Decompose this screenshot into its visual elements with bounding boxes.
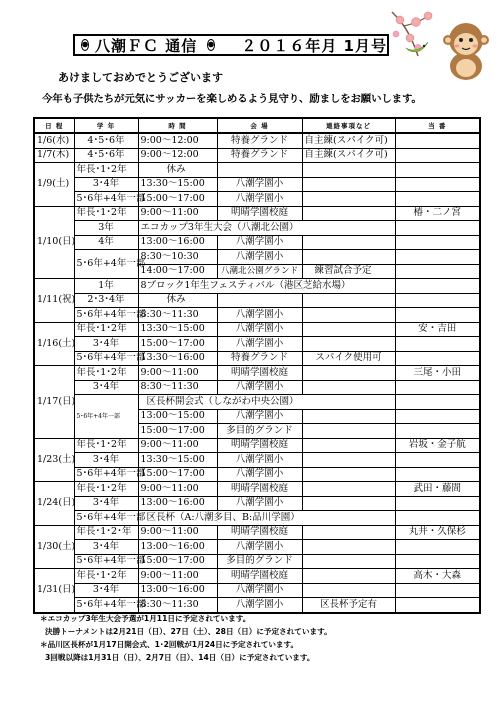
grade-cell: 年長･1･2年 xyxy=(74,322,138,337)
note-cell xyxy=(302,337,395,352)
venue-cell: 特養グランド xyxy=(217,351,302,366)
footnote-3: ＊品川区長杯が1月17日開会式、1･2回戦が1月24日に予定されています。 xyxy=(40,640,299,649)
venue-cell: 八潮学園小 xyxy=(217,453,302,468)
date-cell: 1/24(日) xyxy=(34,482,74,526)
venue-cell: 八潮学園小 xyxy=(217,409,302,424)
time-cell: 13:00～15:00 xyxy=(138,409,217,424)
table-row xyxy=(34,395,480,410)
venue-cell: 八潮学園小 xyxy=(217,540,302,555)
note-cell xyxy=(302,569,395,584)
date-cell: 1/7(木) xyxy=(34,148,74,163)
duty-cell xyxy=(395,250,480,265)
time-cell: 13:00～16:00 xyxy=(138,540,217,555)
soccer-ball-icon xyxy=(81,39,89,51)
duty-cell xyxy=(395,409,480,424)
duty-cell xyxy=(395,293,480,308)
footnote-4: 3回戦以降は1月31日（日）、2月7日（日）、14日（日）に予定されています。 xyxy=(45,653,315,662)
note-cell: 練習試合予定 xyxy=(302,264,395,279)
note-cell xyxy=(302,163,395,178)
table-row xyxy=(34,206,480,221)
duty-cell xyxy=(395,192,480,207)
note-cell xyxy=(302,177,395,192)
duty-cell xyxy=(395,177,480,192)
venue-cell: 八潮学園小 xyxy=(217,192,302,207)
date-cell: 1/6(水) xyxy=(34,133,74,148)
duty-cell: 岩坂・金子航 xyxy=(395,438,480,453)
time-cell: 13:00～16:00 xyxy=(138,583,217,598)
footnote-1: ＊エコカップ3年生大会予選が1月11日に予定されています。 xyxy=(40,614,251,623)
note-cell xyxy=(302,192,395,207)
note-cell xyxy=(302,554,395,569)
time-cell: 9:00～11:00 xyxy=(138,438,217,453)
venue-cell: 明晴学園校庭 xyxy=(217,482,302,497)
time-cell: 9:00～11:00 xyxy=(138,525,217,540)
table-row xyxy=(34,250,480,265)
table-row xyxy=(34,221,480,236)
grade-cell: 5･6年+4年一部 xyxy=(74,598,138,613)
issue-title: ２０１６年月 1月号 xyxy=(241,36,387,55)
monkey-illustration-icon xyxy=(438,16,494,82)
time-cell: 休み xyxy=(138,293,217,308)
grade-cell: 5･6年+4年一部 xyxy=(74,351,138,366)
note-cell xyxy=(302,206,395,221)
duty-cell xyxy=(395,221,480,236)
venue-cell: 八潮学園小 xyxy=(217,598,302,613)
duty-cell xyxy=(395,308,480,323)
venue-cell: 八潮学園小 xyxy=(217,337,302,352)
venue-cell: 八潮学園小 xyxy=(217,235,302,250)
note-cell xyxy=(302,424,395,439)
grade-cell: 3･4年 xyxy=(74,337,138,352)
grade-cell: 3･4年 xyxy=(74,540,138,555)
table-row xyxy=(34,438,480,453)
note-cell xyxy=(302,525,395,540)
time-cell: 15:00～17:00 xyxy=(138,337,217,352)
table-row xyxy=(34,337,480,352)
time-cell: 9:00～11:00 xyxy=(138,569,217,584)
time-cell: 13:00～16:00 xyxy=(138,235,217,250)
table-row xyxy=(34,366,480,381)
note-cell xyxy=(302,438,395,453)
note-cell xyxy=(302,583,395,598)
plum-blossom-icon xyxy=(388,8,438,60)
date-cell: 1/31(日) xyxy=(34,569,74,613)
duty-cell: 椿・二ノ宮 xyxy=(395,206,480,221)
duty-cell xyxy=(395,133,480,148)
time-cell: 8:30～10:30 xyxy=(138,250,217,265)
duty-cell xyxy=(395,540,480,555)
grade-cell: 5･6年+4年一部 xyxy=(74,467,138,482)
grade-cell: 5･6年+4年一部 xyxy=(74,192,138,207)
duty-cell xyxy=(395,598,480,613)
venue-cell: 明晴学園校庭 xyxy=(217,366,302,381)
note-cell xyxy=(302,235,395,250)
time-cell: 15:00～17:00 xyxy=(138,192,217,207)
newsletter-title-bar xyxy=(73,34,389,56)
date-cell: 1/9(土) xyxy=(34,163,74,207)
duty-cell xyxy=(395,467,480,482)
note-cell xyxy=(302,308,395,323)
duty-cell xyxy=(395,583,480,598)
grade-cell: 3･4年 xyxy=(74,583,138,598)
time-cell: 9:00～12:00 xyxy=(138,133,217,148)
time-cell: 8:30～11:30 xyxy=(138,598,217,613)
event-span-cell: 区長杯開会式（しながわ中央公園） xyxy=(138,395,395,410)
date-cell: 1/16(土) xyxy=(34,322,74,366)
note-cell xyxy=(302,250,395,265)
date-cell: 1/23(土) xyxy=(34,438,74,482)
note-cell xyxy=(302,293,395,308)
soccer-ball-icon xyxy=(207,39,215,51)
duty-cell: 安・吉田 xyxy=(395,322,480,337)
table-row xyxy=(34,525,480,540)
duty-cell: 高木・大森 xyxy=(395,569,480,584)
date-cell: 1/11(祝) xyxy=(34,279,74,323)
note-cell xyxy=(302,409,395,424)
time-cell: 15:00～17:00 xyxy=(138,467,217,482)
grade-cell: 1年 xyxy=(74,279,138,294)
duty-cell: 武田・藤間 xyxy=(395,482,480,497)
grade-cell: 年長･1･2年 xyxy=(74,206,138,221)
grade-cell: 5･6年+4年一部 xyxy=(74,250,138,279)
venue-cell: 明晴学園校庭 xyxy=(217,206,302,221)
table-row xyxy=(34,279,480,294)
time-cell: 9:00～11:00 xyxy=(138,366,217,381)
venue-cell: 特養グランド xyxy=(217,148,302,163)
grade-cell: 3･4年 xyxy=(74,496,138,511)
date-cell: 1/30(土) xyxy=(34,525,74,569)
venue-cell: 多目的グランド xyxy=(217,554,302,569)
event-span-cell: 8ブロック1年生フェスティバル（港区芝給水場） xyxy=(138,279,395,294)
note-cell xyxy=(302,467,395,482)
table-row xyxy=(34,163,480,178)
table-row xyxy=(34,133,480,148)
time-cell: 休み xyxy=(138,163,217,178)
time-cell: 13:30～15:00 xyxy=(138,177,217,192)
venue-cell: 明晴学園校庭 xyxy=(217,525,302,540)
grade-cell: 3･4年 xyxy=(74,380,138,395)
table-row xyxy=(34,554,480,569)
venue-cell: 八潮学園小 xyxy=(217,177,302,192)
note-cell xyxy=(302,380,395,395)
club-title: 八潮ＦＣ 通信 xyxy=(95,36,198,55)
grade-cell: 4･5･6年 xyxy=(74,148,138,163)
table-row xyxy=(34,351,480,366)
duty-cell xyxy=(395,337,480,352)
table-row xyxy=(34,583,480,598)
time-cell: 8:30～11:30 xyxy=(138,308,217,323)
table-row xyxy=(34,496,480,511)
grade-cell: 4年 xyxy=(74,235,138,250)
duty-cell xyxy=(395,496,480,511)
table-row xyxy=(34,598,480,613)
table-row xyxy=(34,453,480,468)
header-grade: 学 年 xyxy=(74,118,138,133)
time-cell: 13:30～15:00 xyxy=(138,453,217,468)
note-cell: 自主練(スパイク可) xyxy=(302,133,395,148)
table-row xyxy=(34,540,480,555)
duty-cell xyxy=(395,163,480,178)
table-header-row xyxy=(34,118,480,133)
venue-cell: 特養グランド xyxy=(217,133,302,148)
schedule-table xyxy=(33,117,481,614)
duty-cell xyxy=(395,279,480,294)
grade-cell xyxy=(74,395,138,439)
date-cell: 1/10(日) xyxy=(34,206,74,279)
header-note: 連絡事項など xyxy=(302,118,395,133)
time-cell: 13:30～15:00 xyxy=(138,322,217,337)
header-date: 日 程 xyxy=(34,118,74,133)
table-row xyxy=(34,177,480,192)
note-cell xyxy=(302,453,395,468)
time-cell: 15:00～17:00 xyxy=(138,424,217,439)
note-cell xyxy=(302,482,395,497)
note-cell: スパイク使用可 xyxy=(302,351,395,366)
venue-cell: 明晴学園校庭 xyxy=(217,569,302,584)
time-cell: 9:00～11:00 xyxy=(138,206,217,221)
header-duty: 当 番 xyxy=(395,118,480,133)
header-time: 時 間 xyxy=(138,118,217,133)
venue-cell: 八潮学園小 xyxy=(217,496,302,511)
grade-cell: 年長･1･2年 xyxy=(74,366,138,381)
grade-cell: 年長･1･2年 xyxy=(74,569,138,584)
duty-cell xyxy=(395,453,480,468)
greeting-line-1: あけましておめでとうございます xyxy=(58,71,223,84)
table-row xyxy=(34,308,480,323)
duty-cell xyxy=(395,380,480,395)
table-row xyxy=(34,511,480,526)
grade-cell: 5･6年+4年一部 xyxy=(74,511,138,526)
time-cell: 8:30～11:30 xyxy=(138,380,217,395)
note-cell: 区長杯予定有 xyxy=(302,598,395,613)
time-cell: 9:00～12:00 xyxy=(138,148,217,163)
venue-cell xyxy=(217,293,302,308)
grade-cell: 5･6年+4年一部 xyxy=(74,308,138,323)
grade-cell: 3･4年 xyxy=(74,453,138,468)
duty-cell xyxy=(395,511,480,526)
table-row xyxy=(34,482,480,497)
note-cell xyxy=(302,540,395,555)
grade-cell: 5･6年+4年一部 xyxy=(74,554,138,569)
table-row xyxy=(34,380,480,395)
duty-cell xyxy=(395,148,480,163)
venue-cell: 多目的グランド xyxy=(217,424,302,439)
time-cell: 9:00～11:00 xyxy=(138,482,217,497)
grade-cell: 年長･1･2年 xyxy=(74,438,138,453)
duty-cell: 丸井・久保杉 xyxy=(395,525,480,540)
venue-cell: 八潮学園小 xyxy=(217,250,302,265)
time-cell: 15:00～17:00 xyxy=(138,554,217,569)
table-row xyxy=(34,192,480,207)
event-span-cell: 区長杯（A:八潮多目、B:品川学園） xyxy=(138,511,395,526)
note-cell xyxy=(302,496,395,511)
greeting-line-2: 今年も子供たちが元気にサッカーを楽しめるよう見守り、励ましをお願いします。 xyxy=(42,93,422,105)
grade-cell: 年長･1･2･年 xyxy=(74,525,138,540)
venue-cell: 八潮北公園グランド xyxy=(217,264,302,279)
table-row xyxy=(34,148,480,163)
time-cell: 13:00～16:00 xyxy=(138,496,217,511)
time-cell: 13:30～16:00 xyxy=(138,351,217,366)
note-cell xyxy=(302,366,395,381)
footnotes xyxy=(40,612,332,664)
time-cell: 14:00～17:00 xyxy=(138,264,217,279)
venue-cell: 八潮学園小 xyxy=(217,583,302,598)
venue-cell: 八潮学園小 xyxy=(217,322,302,337)
table-row xyxy=(34,293,480,308)
venue-cell: 八潮学園小 xyxy=(217,467,302,482)
duty-cell xyxy=(395,395,480,410)
grade-cell: 3･4年 xyxy=(74,177,138,192)
table-row xyxy=(34,467,480,482)
grade-cell: 年長･1･2年 xyxy=(74,163,138,178)
date-cell: 1/17(日) xyxy=(34,366,74,439)
event-span-cell: エコカップ3年生大会（八潮北公園） xyxy=(138,221,395,236)
note-cell xyxy=(302,322,395,337)
duty-cell xyxy=(395,351,480,366)
duty-cell xyxy=(395,554,480,569)
table-row xyxy=(34,235,480,250)
venue-cell xyxy=(217,163,302,178)
footnote-2: 決勝トーナメントは2月21日（日）、27日（土）、28日（日）に予定されています。 xyxy=(45,627,332,636)
duty-cell xyxy=(395,424,480,439)
grade-cell: 2･3･4年 xyxy=(74,293,138,308)
grade-cell: 3年 xyxy=(74,221,138,236)
duty-cell xyxy=(395,264,480,279)
header-venue: 会 場 xyxy=(217,118,302,133)
table-row xyxy=(34,322,480,337)
duty-cell xyxy=(395,235,480,250)
grade-cell: 年長･1･2年 xyxy=(74,482,138,497)
grade-label: 5･6年+4年一部 xyxy=(76,412,120,420)
note-cell: 自主練(スパイク可) xyxy=(302,148,395,163)
venue-cell: 八潮学園小 xyxy=(217,380,302,395)
table-row xyxy=(34,569,480,584)
venue-cell: 八潮学園小 xyxy=(217,308,302,323)
grade-cell: 4･5･6年 xyxy=(74,133,138,148)
duty-cell: 三尾・小田 xyxy=(395,366,480,381)
venue-cell: 明晴学園校庭 xyxy=(217,438,302,453)
